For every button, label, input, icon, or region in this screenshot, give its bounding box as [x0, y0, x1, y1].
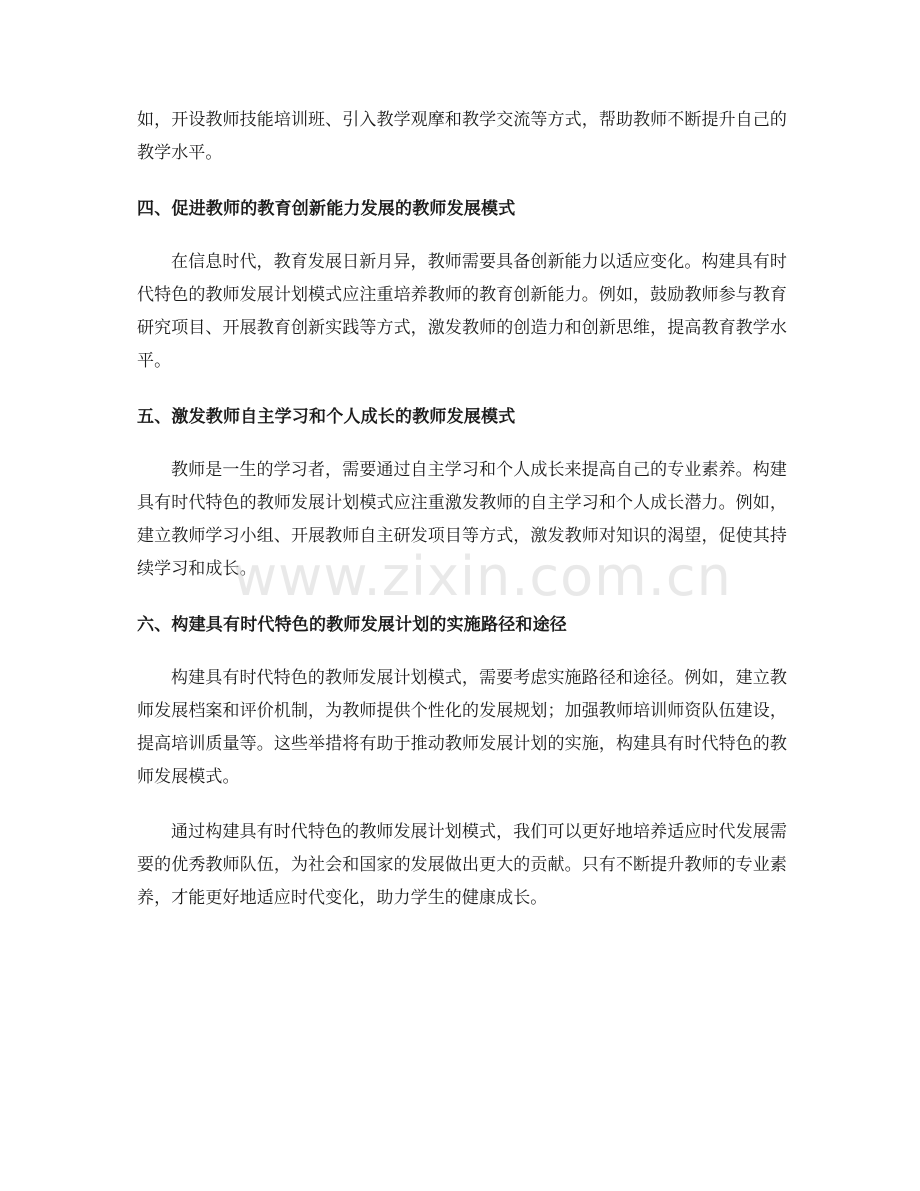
intro-continuation-paragraph: 如，开设教师技能培训班、引入教学观摩和教学交流等方式，帮助教师不断提升自己的教学水平。 [137, 110, 787, 163]
section-heading-6: 六、构建具有时代特色的教师发展计划的实施路径和途径 [137, 615, 567, 635]
document-body [137, 104, 787, 915]
watermark-text: www.zixin.com.cn [233, 545, 732, 608]
section-heading-5: 五、激发教师自主学习和个人成长的教师发展模式 [137, 407, 516, 427]
section-heading-4: 四、促进教师的教育创新能力发展的教师发展模式 [137, 199, 516, 219]
section-paragraph-6: 构建具有时代特色的教师发展计划模式，需要考虑实施路径和途径。例如，建立教师发展档案和评价机制，为教师提供个性化的发展规划；加强教师培训师资队伍建设，提高培训质量等。这些举措将有助于推动教师发展计划的实施，构建具有时代特色的教师发展模式。 [137, 668, 787, 787]
section-paragraph-4: 在信息时代，教育发展日新月异，教师需要具备创新能力以适应变化。构建具有时代特色的教师发展计划模式应注重培养教师的教育创新能力。例如，鼓励教师参与教育研究项目、开展教育创新实践等方式，激发教师的创造力和创新思维，提高教育教学水平。 [137, 252, 787, 371]
conclusion-paragraph: 通过构建具有时代特色的教师发展计划模式，我们可以更好地培养适应时代发展需要的优秀教师队伍，为社会和国家的发展做出更大的贡献。只有不断提升教师的专业素养，才能更好地适应时代变化，助力学生的健康成长。 [137, 822, 787, 908]
section-paragraph-5: 教师是一生的学习者，需要通过自主学习和个人成长来提高自己的专业素养。构建具有时代特色的教师发展计划模式应注重激发教师的自主学习和个人成长潜力。例如，建立教师学习小组、开展教师自主研发项目等方式，激发教师对知识的渴望，促使其持续学习和成长。 [137, 460, 787, 579]
